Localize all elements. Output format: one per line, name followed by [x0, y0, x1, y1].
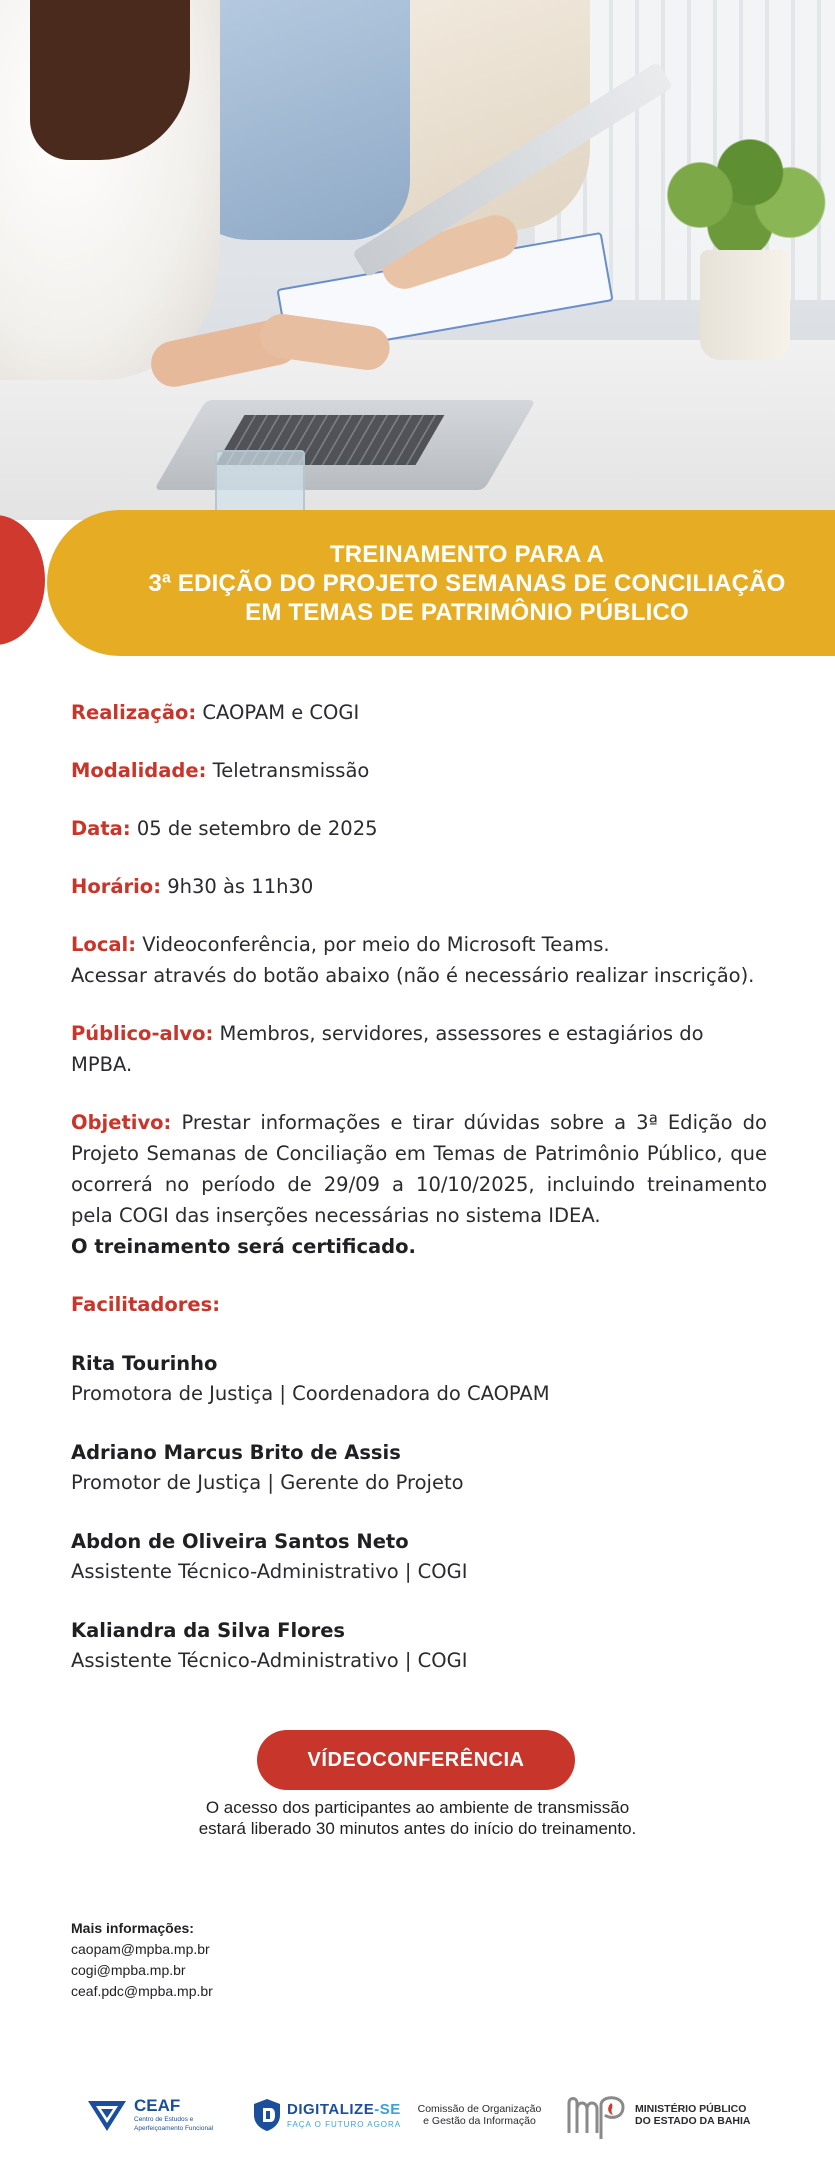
contact-email[interactable]: caopam@mpba.mp.br	[71, 1941, 210, 1957]
access-note-line: O acesso dos participantes ao ambiente de transmissão	[205, 1798, 630, 1817]
detail-horario	[71, 871, 767, 902]
detail-local-note: Acessar através do botão abaixo (não é necessário realizar inscrição).	[71, 964, 755, 987]
detail-value: Membros, servidores, assessores e estagiários do MPBA.	[71, 1022, 704, 1076]
contact-email[interactable]: cogi@mpba.mp.br	[71, 1962, 186, 1978]
event-details	[71, 697, 767, 1676]
hero-photo	[0, 0, 835, 520]
ceaf-name: CEAF	[134, 2096, 181, 2115]
footer-logos	[0, 2085, 835, 2145]
decorative-red-circle	[0, 515, 45, 645]
detail-value: CAOPAM e COGI	[202, 701, 360, 724]
detail-realizacao	[71, 697, 767, 728]
mpba-line: MINISTÉRIO PÚBLICO	[635, 2103, 747, 2115]
mpba-line: DO ESTADO DA BAHIA	[635, 2115, 751, 2127]
detail-local	[71, 929, 767, 960]
detail-label: Modalidade:	[71, 759, 207, 782]
facilitator-name: Adriano Marcus Brito de Assis	[71, 1441, 401, 1464]
detail-data	[71, 813, 767, 844]
contact-email[interactable]: ceaf.pdc@mpba.mp.br	[71, 1983, 213, 1999]
facilitator	[71, 1615, 767, 1676]
facilitator	[71, 1348, 767, 1409]
facilitator	[71, 1526, 767, 1587]
detail-label: Local:	[71, 933, 137, 956]
access-note	[100, 1797, 735, 1839]
detail-objetivo	[71, 1107, 767, 1231]
detail-label: Objetivo:	[71, 1111, 172, 1134]
detail-label: Horário:	[71, 875, 161, 898]
hero-plant	[640, 120, 835, 270]
cogi-logo	[412, 2085, 547, 2145]
digitalize-word: DIGITALIZE	[287, 2100, 375, 2118]
facilitator-role: Promotor de Justiça | Gerente do Projeto	[71, 1471, 464, 1494]
ceaf-logo	[86, 2085, 213, 2145]
certificate-note: O treinamento será certificado.	[71, 1235, 416, 1258]
digitalize-se-logo	[252, 2085, 401, 2145]
banner-title-line: TREINAMENTO PARA A	[329, 540, 605, 568]
cogi-line: Comissão de Organização	[417, 2103, 542, 2115]
more-info	[71, 1917, 213, 2002]
facilitator-role: Assistente Técnico-Administrativo | COGI	[71, 1649, 468, 1672]
banner-title-line: EM TEMAS DE PATRIMÔNIO PÚBLICO	[245, 598, 689, 626]
cogi-line: e Gestão da Informação	[423, 2115, 536, 2127]
facilitator-name: Abdon de Oliveira Santos Neto	[71, 1530, 409, 1553]
digitalize-name	[287, 2102, 401, 2118]
detail-label: Público-alvo:	[71, 1022, 214, 1045]
facilitator-name: Kaliandra da Silva Flores	[71, 1619, 346, 1642]
more-info-title: Mais informações:	[71, 1920, 194, 1936]
shield-icon	[252, 2097, 282, 2133]
facilitator-role: Assistente Técnico-Administrativo | COGI	[71, 1560, 468, 1583]
detail-label: Data:	[71, 817, 131, 840]
facilitator-role: Promotora de Justiça | Coordenadora do CAOPAM	[71, 1382, 550, 1405]
detail-publico-alvo	[71, 1018, 767, 1080]
detail-value: Teletransmissão	[212, 759, 370, 782]
facilitator-name: Rita Tourinho	[71, 1352, 218, 1375]
mpba-emblem-icon	[565, 2089, 627, 2141]
detail-value: Videoconferência, por meio do Microsoft Teams.	[142, 933, 610, 956]
detail-modalidade	[71, 755, 767, 786]
detail-value: 05 de setembro de 2025	[136, 817, 378, 840]
ceaf-subtitle: Aperfeiçoamento Funcional	[134, 2125, 214, 2132]
ceaf-subtitle: Centro de Estudos e	[134, 2116, 194, 2123]
detail-value: Prestar informações e tirar dúvidas sobre a 3ª Edição do Projeto Semanas de Conciliação em Temas de Patrimônio Público, que ocorrerá no período de 29/09 a 10/10/2025, incluindo treinamento pela COGI das inserções necessárias no sistema IDEA.	[71, 1111, 767, 1227]
title-banner	[47, 510, 835, 656]
banner-title-line: 3ª EDIÇÃO DO PROJETO SEMANAS DE CONCILIAÇÃO	[148, 569, 786, 597]
videoconference-button[interactable]: VÍDEOCONFERÊNCIA	[257, 1730, 575, 1790]
detail-value: 9h30 às 11h30	[167, 875, 314, 898]
ceaf-emblem-icon	[86, 2097, 128, 2133]
facilitator	[71, 1437, 767, 1498]
hero-plant-pot	[700, 250, 790, 360]
detail-label: Realização:	[71, 701, 197, 724]
digitalize-tagline: FAÇA O FUTURO AGORA	[287, 2119, 402, 2129]
facilitators-heading: Facilitadores:	[71, 1293, 221, 1316]
mpba-logo	[565, 2085, 751, 2145]
access-note-line: estará liberado 30 minutos antes do início do treinamento.	[198, 1819, 637, 1838]
digitalize-suffix: -SE	[374, 2100, 401, 2118]
